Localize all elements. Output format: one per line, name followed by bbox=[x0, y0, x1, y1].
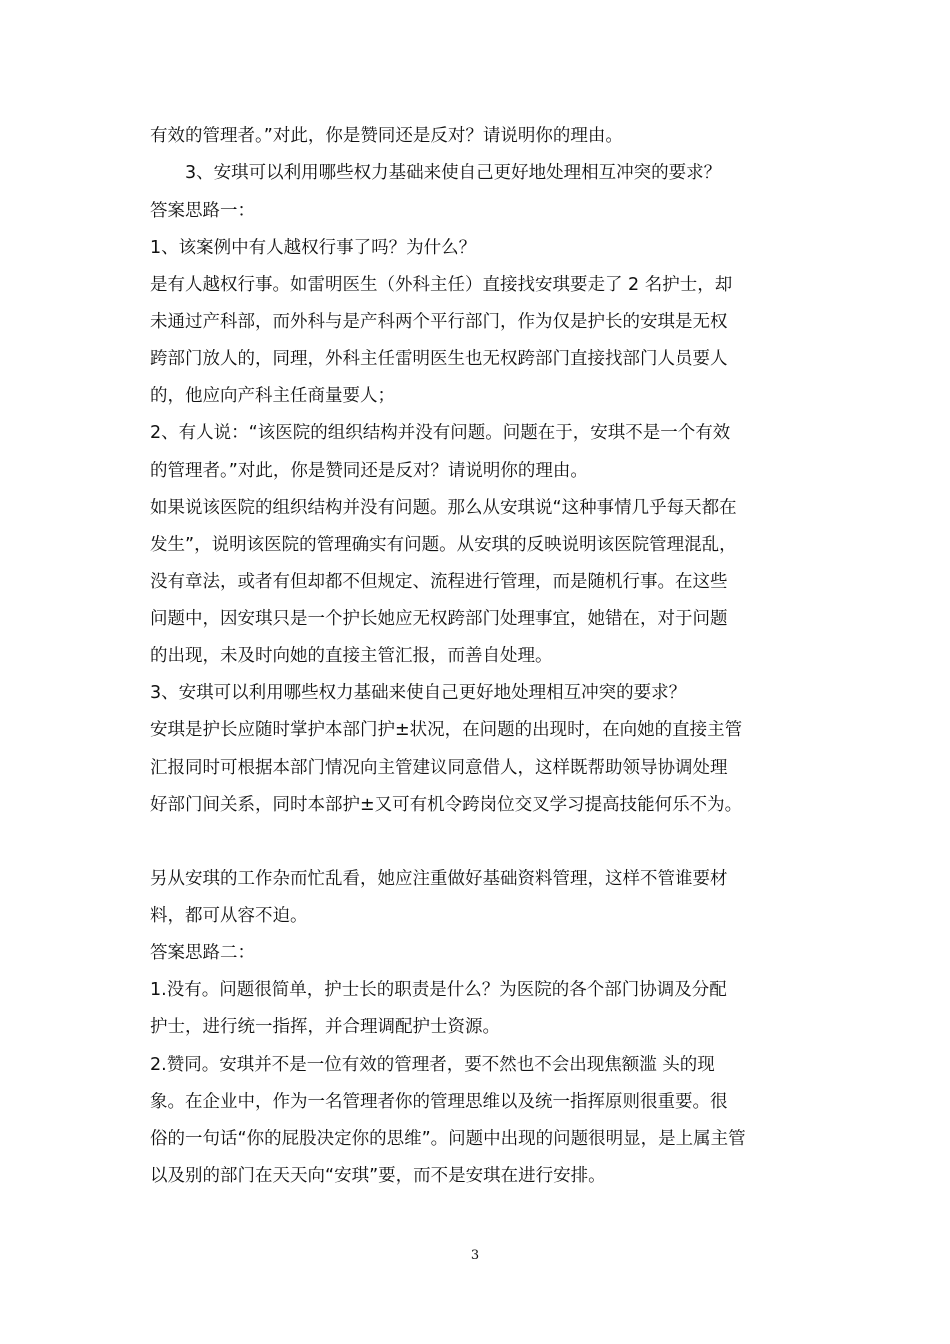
text-line: 护士，进行统一指挥，并合理调配护士资源。 bbox=[150, 1017, 500, 1037]
text-line: 另从安琪的工作杂而忙乱看，她应注重做好基础资料管理，这样不管谁要材 bbox=[150, 869, 728, 889]
text-line: 发生”，说明该医院的管理确实有问题。从安琪的反映说明该医院管理混乱， bbox=[150, 535, 737, 555]
text-line: 问题中，因安琪只是一个护长她应无权跨部门处理事宜，她错在，对于问题 bbox=[150, 609, 728, 629]
text-line: 好部门间关系，同时本部护±又可有机令跨岗位交叉学习提高技能何乐不为。 bbox=[150, 795, 743, 815]
text-line: 跨部门放人的，同理，外科主任雷明医生也无权跨部门直接找部门人员要人 bbox=[150, 349, 728, 369]
text-line: 以及别的部门在天天向“安琪”要，而不是安琪在进行安排。 bbox=[150, 1166, 606, 1186]
text-line: 的管理者。”对此，你是赞同还是反对？请说明你的理由。 bbox=[150, 461, 588, 481]
text-line: 3、安琪可以利用哪些权力基础来使自己更好地处理相互冲突的要求？ bbox=[150, 163, 722, 183]
text-line: 没有章法，或者有但却都不但规定、流程进行管理，而是随机行事。在这些 bbox=[150, 572, 728, 592]
text-line: 汇报同时可根据本部门情况向主管建议同意借人，这样既帮助领导协调处理 bbox=[150, 758, 728, 778]
text-line: 答案思路二： bbox=[150, 943, 255, 963]
text-line: 有效的管理者。”对此，你是赞同还是反对？请说明你的理由。 bbox=[150, 126, 623, 146]
text-line: 料，都可从容不迫。 bbox=[150, 906, 308, 926]
text-line: 2、有人说：“该医院的组织结构并没有问题。问题在于，安琪不是一个有效 bbox=[150, 423, 731, 443]
text-line: 如果说该医院的组织结构并没有问题。那么从安琪说“这种事情几乎每天都在 bbox=[150, 498, 737, 518]
text-line: 2.赞同。安琪并不是一位有效的管理者，要不然也不会出现焦额滥 头的现 bbox=[150, 1055, 715, 1075]
page-number: 3 bbox=[470, 1248, 480, 1263]
text-line: 未通过产科部，而外科与是产科两个平行部门，作为仅是护长的安琪是无权 bbox=[150, 312, 728, 332]
text-line: 俗的一句话“你的屁股决定你的思维”。问题中出现的问题很明显，是上属主管 bbox=[150, 1129, 746, 1149]
text-line: 的，他应向产科主任商量要人； bbox=[150, 386, 395, 406]
text-line: 的出现，未及时向她的直接主管汇报，而善自处理。 bbox=[150, 646, 553, 666]
text-line: 1.没有。问题很简单，护士长的职责是什么？为医院的各个部门协调及分配 bbox=[150, 980, 727, 1000]
text-line: 安琪是护长应随时掌护本部门护±状况，在问题的出现时，在向她的直接主管 bbox=[150, 720, 743, 740]
text-line: 答案思路一： bbox=[150, 201, 255, 221]
text-line: 1、该案例中有人越权行事了吗？为什么？ bbox=[150, 238, 477, 258]
text-line: 象。在企业中，作为一名管理者你的管理思维以及统一指挥原则很重要。很 bbox=[150, 1092, 728, 1112]
text-line: 是有人越权行事。如雷明医生（外科主任）直接找安琪要走了 2 名护士，却 bbox=[150, 275, 733, 295]
text-line: 3、安琪可以利用哪些权力基础来使自己更好地处理相互冲突的要求？ bbox=[150, 683, 687, 703]
